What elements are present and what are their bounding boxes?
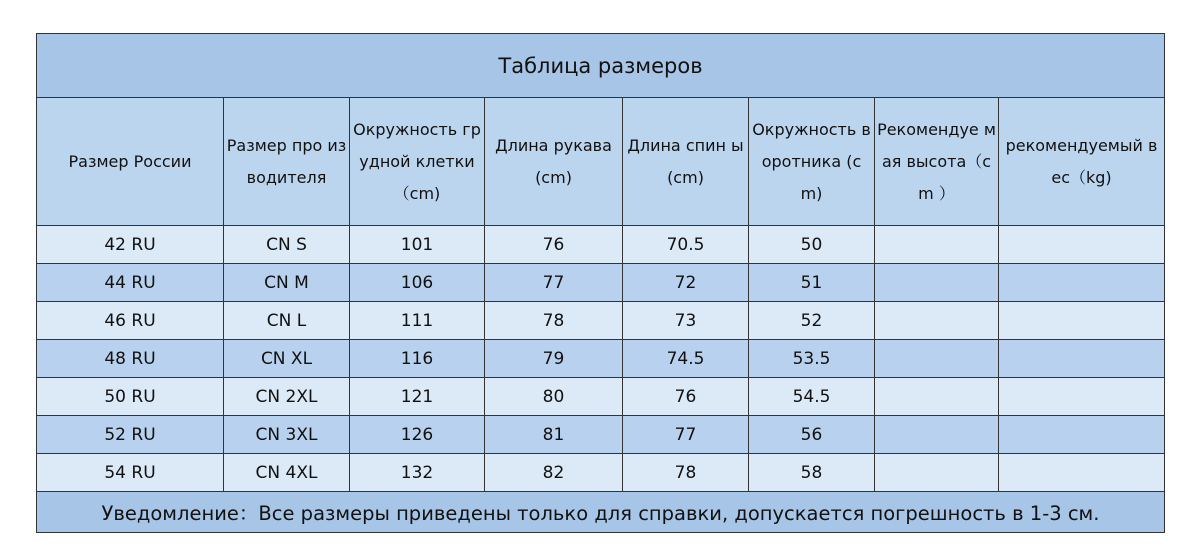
cell-collar: 54.5 (749, 378, 875, 416)
cell-maker-size: CN S (224, 226, 350, 264)
table-title: Таблица размеров (37, 34, 1165, 98)
cell-weight (999, 378, 1165, 416)
table-row (37, 416, 1165, 454)
cell-back-length: 77 (623, 416, 749, 454)
cell-ru-size: 52 RU (37, 416, 224, 454)
cell-collar: 53.5 (749, 340, 875, 378)
cell-sleeve: 78 (485, 302, 623, 340)
cell-back-length: 76 (623, 378, 749, 416)
cell-weight (999, 302, 1165, 340)
cell-maker-size: CN 4XL (224, 454, 350, 492)
cell-sleeve: 80 (485, 378, 623, 416)
cell-height (875, 302, 999, 340)
cell-collar: 52 (749, 302, 875, 340)
cell-collar: 50 (749, 226, 875, 264)
cell-height (875, 340, 999, 378)
cell-chest: 116 (350, 340, 485, 378)
cell-ru-size: 44 RU (37, 264, 224, 302)
cell-maker-size: CN L (224, 302, 350, 340)
cell-collar: 51 (749, 264, 875, 302)
table-row (37, 454, 1165, 492)
cell-collar: 58 (749, 454, 875, 492)
cell-maker-size: CN M (224, 264, 350, 302)
cell-sleeve: 81 (485, 416, 623, 454)
table-row (37, 340, 1165, 378)
notice-text: Уведомление：Все размеры приведены только для справки, допускается погрешность в 1-3 см. (37, 492, 1165, 533)
cell-maker-size: CN XL (224, 340, 350, 378)
cell-ru-size: 48 RU (37, 340, 224, 378)
cell-height (875, 416, 999, 454)
cell-maker-size: CN 3XL (224, 416, 350, 454)
cell-ru-size: 42 RU (37, 226, 224, 264)
cell-sleeve: 79 (485, 340, 623, 378)
header-collar: Окружность воротника (cm) (749, 98, 875, 226)
cell-chest: 101 (350, 226, 485, 264)
cell-chest: 121 (350, 378, 485, 416)
header-maker-size: Размер про изводителя (224, 98, 350, 226)
table-row (37, 378, 1165, 416)
cell-back-length: 74.5 (623, 340, 749, 378)
cell-ru-size: 50 RU (37, 378, 224, 416)
title-row (37, 34, 1165, 98)
cell-sleeve: 77 (485, 264, 623, 302)
cell-height (875, 454, 999, 492)
cell-back-length: 78 (623, 454, 749, 492)
cell-back-length: 70.5 (623, 226, 749, 264)
header-row (37, 98, 1165, 226)
cell-height (875, 226, 999, 264)
header-sleeve: Длина рукава (cm) (485, 98, 623, 226)
cell-chest: 132 (350, 454, 485, 492)
cell-weight (999, 264, 1165, 302)
table-row (37, 226, 1165, 264)
table-row (37, 302, 1165, 340)
cell-back-length: 73 (623, 302, 749, 340)
cell-ru-size: 54 RU (37, 454, 224, 492)
size-chart-table (36, 33, 1165, 533)
cell-collar: 56 (749, 416, 875, 454)
cell-sleeve: 76 (485, 226, 623, 264)
cell-weight (999, 416, 1165, 454)
cell-chest: 126 (350, 416, 485, 454)
cell-height (875, 378, 999, 416)
cell-weight (999, 454, 1165, 492)
header-weight: рекомендуемый вес（kg) (999, 98, 1165, 226)
table-row (37, 264, 1165, 302)
cell-maker-size: CN 2XL (224, 378, 350, 416)
header-chest: Окружность грудной клетки（cm) (350, 98, 485, 226)
cell-weight (999, 226, 1165, 264)
cell-height (875, 264, 999, 302)
header-ru-size: Размер России (37, 98, 224, 226)
notice-row (37, 492, 1165, 533)
cell-weight (999, 340, 1165, 378)
cell-back-length: 72 (623, 264, 749, 302)
header-back-length: Длина спин ы (cm) (623, 98, 749, 226)
cell-chest: 106 (350, 264, 485, 302)
cell-sleeve: 82 (485, 454, 623, 492)
cell-ru-size: 46 RU (37, 302, 224, 340)
cell-chest: 111 (350, 302, 485, 340)
header-height: Рекомендуе мая высота（cm ） (875, 98, 999, 226)
